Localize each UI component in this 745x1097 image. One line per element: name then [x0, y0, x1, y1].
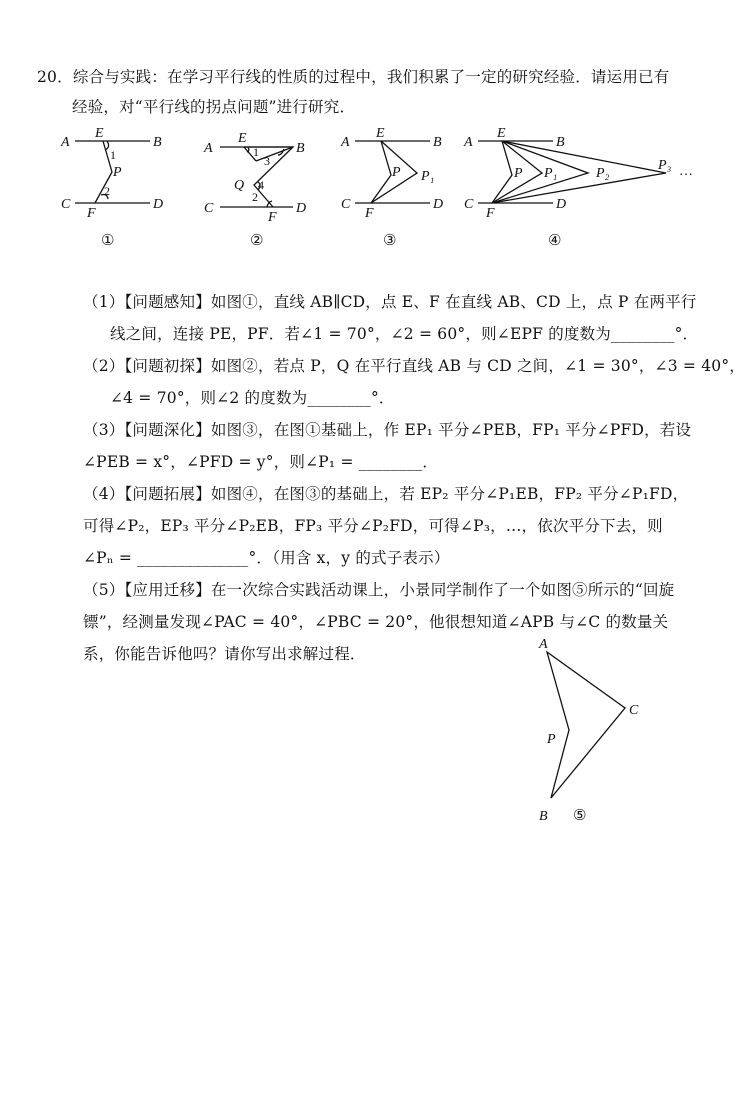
label-C: C [204, 201, 214, 216]
label-P: P [547, 732, 556, 747]
angle-2-label: 2 [252, 190, 258, 204]
figure-2-caption: ② [250, 231, 264, 249]
figure-2 [198, 125, 328, 250]
angle-1-label: 1 [253, 145, 259, 159]
q5-line-1: （5）【应用迁移】在一次综合实践活动课上，小景同学制作了一个如图⑤所示的“回旋 [83, 581, 675, 599]
angle-2-label: 2 [104, 184, 110, 198]
label-B: B [539, 809, 548, 824]
label-F: F [365, 206, 374, 221]
q3-line-2: ∠PEB = x°，∠PFD = y°，则∠P₁ = ________． [83, 453, 439, 471]
problem-line-2: 经验，对“平行线的拐点问题”进行研究． [72, 98, 356, 116]
label-A: A [204, 141, 213, 156]
q5-line-2: 镖”，经测量发现∠PAC = 40°，∠PBC = 20°，他很想知道∠APB 与∠C 的数量关 [83, 613, 669, 631]
figure-3-caption: ③ [383, 231, 397, 249]
label-C: C [341, 197, 351, 212]
figure-4-caption: ④ [548, 231, 562, 249]
label-P2: P₂ [596, 166, 610, 181]
label-B: B [296, 141, 305, 156]
figure-1 [55, 125, 185, 250]
q2-line-2: ∠4 = 70°，则∠2 的度数为________°． [110, 389, 395, 407]
label-A: A [464, 135, 473, 150]
label-P: P [514, 166, 523, 181]
q1-line-2: 线之间，连接 PE，PF．若∠1 = 70°，∠2 = 60°，则∠EPF 的度数为________°． [110, 325, 699, 343]
label-B: B [153, 135, 162, 150]
label-ellipsis: … [680, 164, 693, 179]
label-P: P [392, 165, 401, 180]
problem-line-1: 20．综合与实践：在学习平行线的性质的过程中，我们积累了一定的研究经验．请运用已有 [37, 68, 670, 86]
label-B: B [556, 135, 565, 150]
figure-3 [335, 125, 460, 250]
label-C: C [629, 703, 639, 718]
label-P: P [113, 165, 122, 180]
label-C: C [61, 197, 71, 212]
angle-3-label: 3 [264, 154, 270, 168]
label-E: E [376, 126, 385, 141]
figure-1-caption: ① [101, 231, 115, 249]
label-F: F [486, 206, 495, 221]
label-F: F [268, 210, 277, 225]
q4-line-1: （4）【问题拓展】如图④，在图③的基础上，若 EP₂ 平分∠P₁EB，FP₂ 平分∠P₁FD， [83, 485, 689, 503]
label-B: B [433, 135, 442, 150]
label-A: A [341, 135, 350, 150]
label-D: D [433, 197, 444, 212]
figure-4 [458, 125, 708, 250]
label-E: E [95, 126, 104, 141]
label-D: D [296, 201, 307, 216]
figure-5-caption: ⑤ [573, 806, 587, 824]
label-Q: Q [234, 178, 245, 193]
label-C: C [464, 197, 474, 212]
q4-line-2: 可得∠P₂，EP₃ 平分∠P₂EB，FP₃ 平分∠P₂FD，可得∠P₃，…，依次平分下去，则 [83, 517, 663, 535]
label-P1: P₁ [421, 169, 435, 184]
q1-line-1: （1）【问题感知】如图①，直线 AB∥CD，点 E、F 在直线 AB、CD 上，点 P 在两平行 [83, 293, 697, 311]
label-E: E [238, 131, 247, 146]
label-P3: P₃ [658, 158, 672, 173]
q5-line-3: 系，你能告诉他吗？请你写出求解过程． [83, 645, 366, 663]
label-A: A [61, 135, 70, 150]
angle-1-label: 1 [110, 148, 116, 162]
q3-line-1: （3）【问题深化】如图③，在图①基础上，作 EP₁ 平分∠PEB，FP₁ 平分∠PFD，若设 [83, 421, 692, 439]
label-F: F [87, 206, 96, 221]
q4-line-3: ∠Pₙ = ______________°．（用含 x，y 的式子表示） [83, 549, 450, 567]
figure-5 [525, 630, 660, 830]
label-D: D [556, 197, 567, 212]
angle-4-label: 4 [258, 178, 264, 192]
q2-line-1: （2）【问题初探】如图②，若点 P，Q 在平行直线 AB 与 CD 之间，∠1 = 30°，∠3 = 40°， [83, 357, 745, 375]
label-D: D [153, 197, 164, 212]
label-E: E [497, 126, 506, 141]
label-P1: P₁ [544, 166, 558, 181]
label-A: A [539, 637, 548, 652]
